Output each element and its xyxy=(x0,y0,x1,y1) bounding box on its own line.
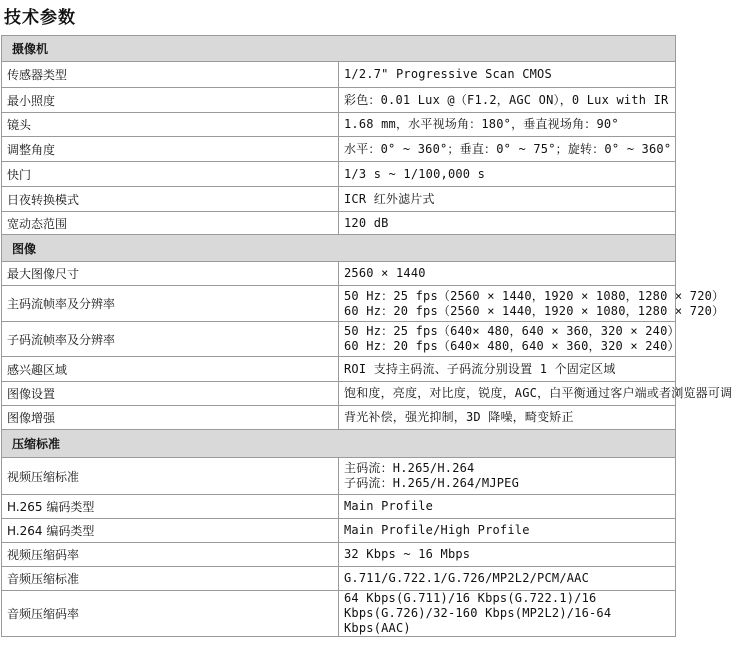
section-title: 压缩标准 xyxy=(2,430,676,458)
spec-value xyxy=(339,591,676,637)
section-header-image xyxy=(2,235,676,262)
table-row xyxy=(2,286,676,322)
spec-label: 宽动态范围 xyxy=(2,212,339,235)
spec-value xyxy=(339,567,676,591)
spec-label: H.265 编码类型 xyxy=(2,495,339,519)
table-row xyxy=(2,262,676,286)
spec-value xyxy=(339,495,676,519)
spec-value xyxy=(339,187,676,212)
spec-value-line: 水平：0° ~ 360°；垂直：0° ~ 75°；旋转：0° ~ 360° xyxy=(344,141,672,156)
spec-value xyxy=(339,406,676,430)
table-row xyxy=(2,543,676,567)
table-row xyxy=(2,458,676,495)
table-row xyxy=(2,62,676,88)
spec-value xyxy=(339,62,676,88)
page-title: 技术参数 xyxy=(4,8,76,28)
table-row xyxy=(2,406,676,430)
table-row xyxy=(2,382,676,406)
spec-value-line: 50 Hz：25 fps（640× 480，640 × 360，320 × 240） xyxy=(344,324,680,338)
spec-label: 快门 xyxy=(2,162,339,187)
spec-value xyxy=(339,88,676,113)
spec-value-line: 彩色：0.01 Lux @（F1.2，AGC ON），0 Lux with IR xyxy=(344,92,669,107)
spec-label: 传感器类型 xyxy=(2,62,339,88)
spec-value xyxy=(339,212,676,235)
spec-value xyxy=(339,322,680,357)
spec-label: 音频压缩码率 xyxy=(2,591,339,637)
spec-value xyxy=(339,458,676,495)
spec-value-line: 60 Hz：20 fps（2560 × 1440，1920 × 1080，1280 × 720） xyxy=(344,303,725,318)
spec-value-line: 1.68 mm，水平视场角：180°，垂直视场角：90° xyxy=(344,117,619,131)
table-row xyxy=(2,322,676,357)
table-row xyxy=(2,357,676,382)
table-row xyxy=(2,212,676,235)
spec-value-line: 32 Kbps ~ 16 Mbps xyxy=(344,547,471,561)
spec-label: 最大图像尺寸 xyxy=(2,262,339,286)
spec-value-line: Main Profile/High Profile xyxy=(344,523,530,537)
spec-value-line: 64 Kbps(G.711)/16 Kbps(G.722.1)/16 Kbps(G.726)/32-160 Kbps(MP2L2)/16-64 Kbps(AAC) xyxy=(344,591,612,635)
spec-label: H.264 编码类型 xyxy=(2,519,339,543)
spec-value-line: 饱和度，亮度，对比度，锐度，AGC，白平衡通过客户端或者浏览器可调 xyxy=(344,386,732,400)
table-row xyxy=(2,495,676,519)
spec-value xyxy=(339,382,732,406)
spec-value xyxy=(339,519,676,543)
spec-value xyxy=(339,543,676,567)
spec-value-line: 60 Hz：20 fps（640× 480，640 × 360，320 × 240） xyxy=(344,339,680,353)
spec-value-line: 50 Hz：25 fps（2560 × 1440，1920 × 1080，1280 × 720） xyxy=(344,288,725,303)
spec-value xyxy=(339,137,676,162)
spec-label: 主码流帧率及分辨率 xyxy=(2,286,339,322)
spec-value xyxy=(339,113,676,137)
spec-value xyxy=(339,357,676,382)
spec-value-line: ICR 红外滤片式 xyxy=(344,191,435,206)
spec-label: 图像增强 xyxy=(2,406,339,430)
spec-table xyxy=(1,35,732,637)
spec-label: 子码流帧率及分辨率 xyxy=(2,322,339,357)
section-header-camera xyxy=(2,36,676,62)
spec-value-line: 2560 × 1440 xyxy=(344,266,426,280)
section-title: 摄像机 xyxy=(2,36,676,62)
spec-label: 视频压缩码率 xyxy=(2,543,339,567)
spec-label: 调整角度 xyxy=(2,137,339,162)
spec-value-line: 主码流：H.265/H.264 xyxy=(344,461,475,475)
table-row xyxy=(2,137,676,162)
spec-label: 镜头 xyxy=(2,113,339,137)
spec-value-line: G.711/G.722.1/G.726/MP2L2/PCM/AAC xyxy=(344,571,590,585)
table-row xyxy=(2,187,676,212)
spec-label: 音频压缩标准 xyxy=(2,567,339,591)
table-row xyxy=(2,591,676,637)
spec-label: 视频压缩标准 xyxy=(2,458,339,495)
spec-value-line: 背光补偿，强光抑制，3D 降噪，畸变矫正 xyxy=(344,410,574,424)
section-title: 图像 xyxy=(2,235,676,262)
spec-label: 日夜转换模式 xyxy=(2,187,339,212)
spec-value xyxy=(339,162,676,187)
spec-value-line: ROI 支持主码流、子码流分别设置 1 个固定区域 xyxy=(344,361,616,376)
spec-label: 图像设置 xyxy=(2,382,339,406)
spec-value xyxy=(339,262,676,286)
table-row xyxy=(2,162,676,187)
spec-label: 感兴趣区域 xyxy=(2,357,339,382)
spec-label: 最小照度 xyxy=(2,88,339,113)
spec-value-line: 子码流：H.265/H.264/MJPEG xyxy=(344,476,520,490)
spec-value-line: Main Profile xyxy=(344,499,434,513)
spec-value-line: 1/2.7" Progressive Scan CMOS xyxy=(344,67,552,81)
table-row xyxy=(2,88,676,113)
table-row xyxy=(2,113,676,137)
table-row xyxy=(2,567,676,591)
table-row xyxy=(2,519,676,543)
section-header-compression xyxy=(2,430,676,458)
spec-value xyxy=(339,286,725,322)
spec-value-line: 120 dB xyxy=(344,215,389,230)
spec-value-line: 1/3 s ~ 1/100,000 s xyxy=(344,166,486,181)
